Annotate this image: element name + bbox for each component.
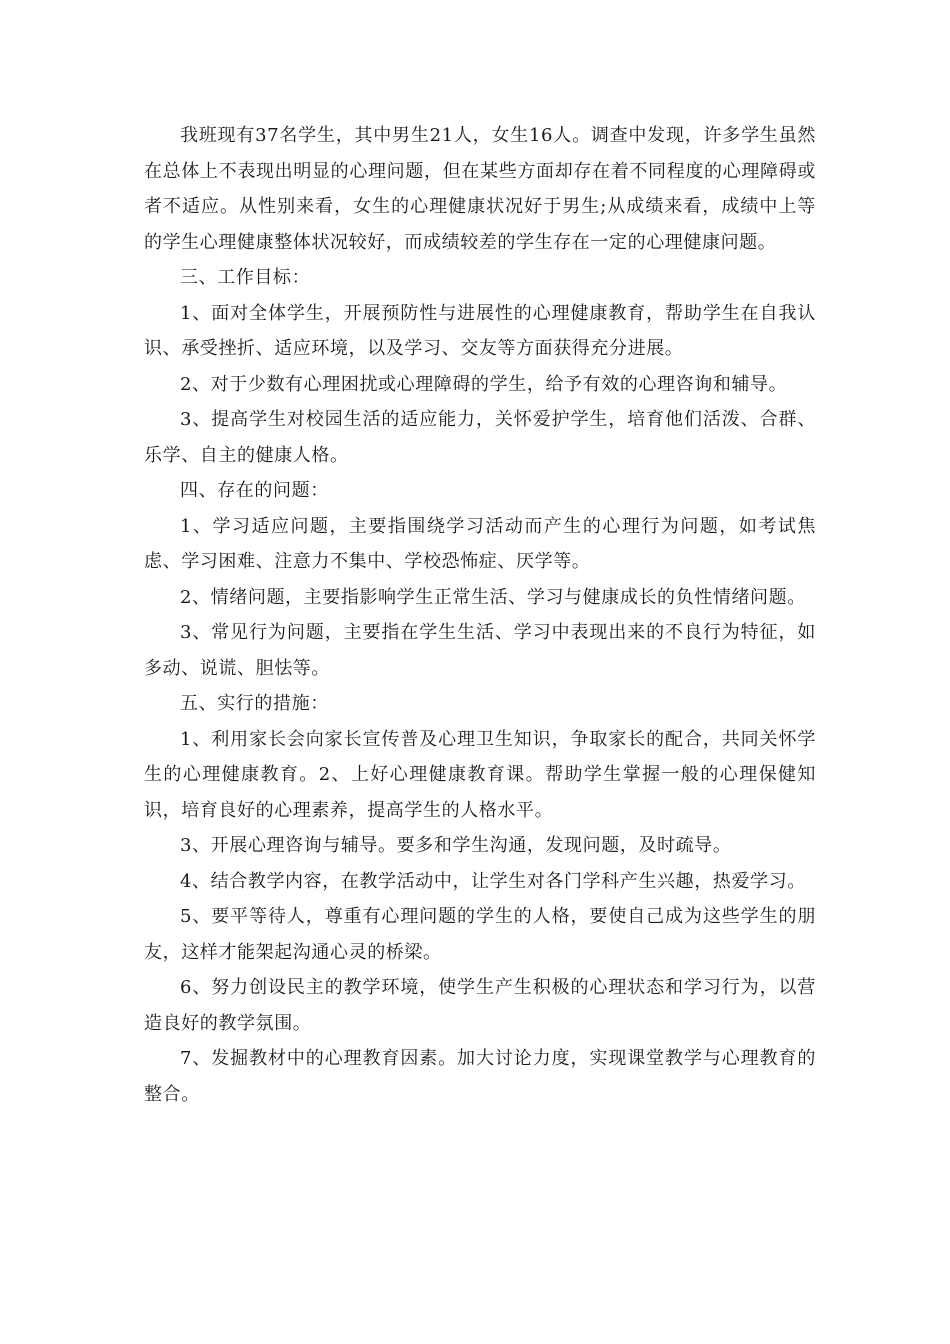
document-body [144,118,816,1112]
paragraph-measure-3: 3、开展心理咨询与辅导。要多和学生沟通，发现问题，及时疏导。 [180,835,732,856]
paragraph-goal-2: 2、对于少数有心理困扰或心理障碍的学生，给予有效的心理咨询和辅导。 [180,373,788,395]
paragraph-goal-3: 3、提高学生对校园生活的适应能力，关怀爱护学生，培育他们活泼、合群、乐学、自主的健康人格。 [144,409,816,466]
paragraph-measure-4: 4、结合教学内容，在教学活动中，让学生对各门学科产生兴趣，热爱学习。 [180,870,806,892]
paragraph-problem-3: 3、常见行为问题，主要指在学生生活、学习中表现出来的不良行为特征，如多动、说谎、胆怯等。 [144,622,816,679]
heading-measures: 五、实行的措施： [180,693,329,714]
heading-work-goals: 三、工作目标： [180,267,311,288]
paragraph-measure-5: 5、要平等待人，尊重有心理问题的学生的人格，要使自己成为这些学生的朋友，这样才能架起沟通心灵的桥梁。 [144,906,816,963]
paragraph-measure-6: 6、努力创设民主的教学环境，使学生产生积极的心理状态和学习行为，以营造良好的教学氛围。 [144,977,816,1034]
paragraph-measure-1-2: 1、利用家长会向家长宣传普及心理卫生知识，争取家长的配合，共同关怀学生的心理健康教育。2、上好心理健康教育课。帮助学生掌握一般的心理保健知识，培育良好的心理素养，提高学生的人格水平。 [144,728,816,821]
paragraph-class-overview: 我班现有37名学生，其中男生21人，女生16人。调查中发现，许多学生虽然在总体上不表现出明显的心理问题，但在某些方面却存在着不同程度的心理障碍或者不适应。从性别来看，女生的心理健康状况好于男生;从成绩来看，成绩中上等的学生心理健康整体状况较好，而成绩较差的学生存在一定的心理健康问题。 [144,125,816,253]
paragraph-problem-2: 2、情绪问题，主要指影响学生正常生活、学习与健康成长的负性情绪问题。 [180,586,806,608]
heading-existing-problems: 四、存在的问题： [180,480,329,501]
paragraph-goal-1: 1、面对全体学生，开展预防性与进展性的心理健康教育，帮助学生在自我认识、承受挫折、适应环境，以及学习、交友等方面获得充分进展。 [144,302,816,359]
paragraph-measure-7: 7、发掘教材中的心理教育因素。加大讨论力度，实现课堂教学与心理教育的整合。 [144,1048,816,1105]
paragraph-problem-1: 1、学习适应问题，主要指围绕学习活动而产生的心理行为问题，如考试焦虑、学习困难、注意力不集中、学校恐怖症、厌学等。 [144,515,816,572]
